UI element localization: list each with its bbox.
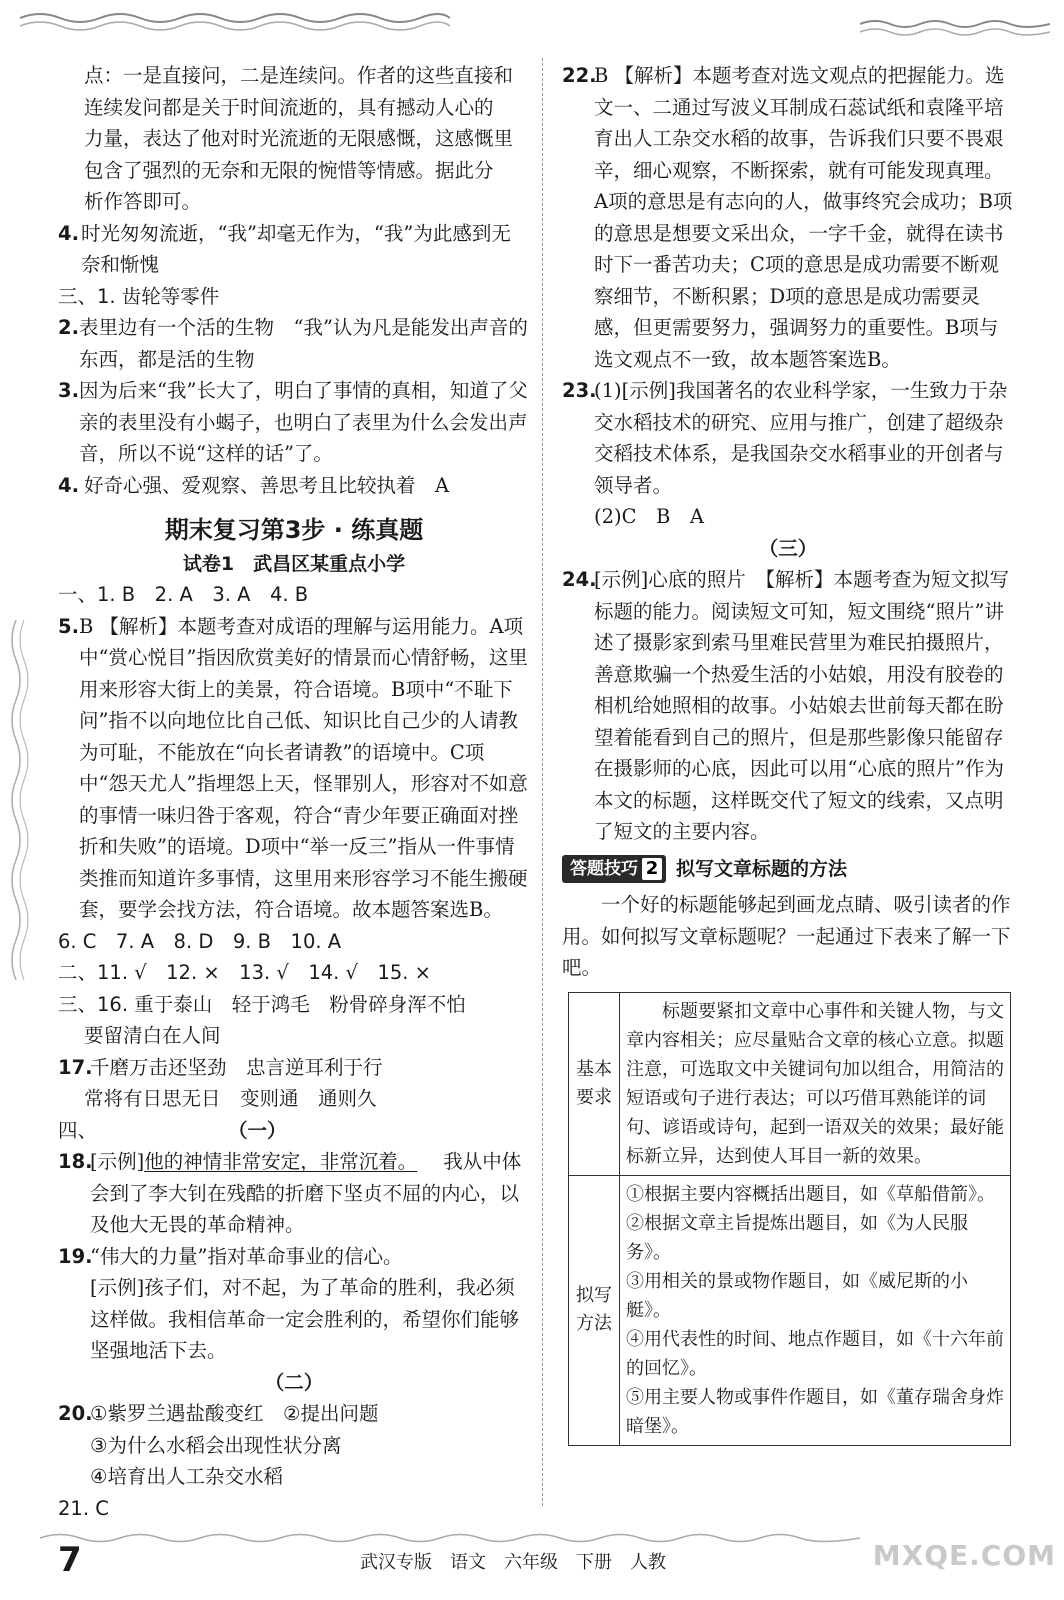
part-label: （三） — [758, 536, 818, 560]
item-text: (1)[示例]我国著名的农业科学家，一生致力于杂交水稻技术的研究、应用与推广，创建了超级杂交稻技术体系，是我国杂交水稻事业的开创者与领导者。 — [594, 379, 1008, 497]
answer-line: 要留清白在人间 — [84, 1024, 221, 1047]
bottom-wave-decoration — [40, 1528, 860, 1548]
top-left-wave-decoration — [20, 6, 450, 36]
item-number: 3. — [58, 379, 79, 402]
answer-line: 6. C 7. A 8. D 9. B 10. A — [58, 929, 342, 953]
answer-item — [58, 312, 530, 375]
answer-item — [58, 1398, 530, 1430]
answer-line: ④培育出人工杂交水稻 — [90, 1465, 283, 1488]
item-text: ①紫罗兰遇盐酸变红 ②提出问题 — [90, 1402, 379, 1425]
answer-item — [58, 218, 530, 281]
part-label: （一） — [228, 1118, 287, 1142]
example-tag: [示例] — [90, 1150, 145, 1173]
page-number: 7 — [58, 1540, 82, 1580]
item-text — [90, 1241, 530, 1367]
answer-item — [58, 375, 530, 470]
answer-line: 三、16. 重于泰山 轻于鸿毛 粉骨碎身浑不怕 — [58, 992, 466, 1016]
section-title: 期末复习第3步 · 练真题 — [164, 516, 424, 544]
part-heading-row — [58, 1115, 530, 1147]
tips-table — [568, 992, 1011, 1446]
item-text: B 【解析】本题考查对成语的理解与运用能力。A项中“赏心悦目”指因欣赏美好的情景而心情舒畅，这里用来形容大街上的美景，符合语境。B项中“不耻下问”指不以向地位比自己低、知识比自己少的人请教为可耻，不能放在“向长者请教”的语境中。C项中“怨天尤人”指埋怨上天，怪罪别人，形容对不如意的事情一味归咎于客观，符合“青少年要正确面对挫折和失败”的语境。D项中“举一反三”指从一件事情类推而知道许多事情，这里用来形容学习不能生搬硬套，要学会找方法，符合语境。故本题答案选B。 — [78, 614, 528, 921]
tip-badge-number: 2 — [642, 858, 662, 880]
column-divider — [542, 58, 543, 1506]
continuation-line: 力量，表达了他对时光流逝的无限感慨，这感慨里 — [84, 127, 514, 150]
section-label: 四、 — [58, 1118, 98, 1142]
method-item: ②根据文章主旨提炼出题目，如《为人民服务》。 — [626, 1212, 968, 1263]
continuation-line: 包含了强烈的无奈和无限的惋惜等情感。据此分 — [84, 158, 494, 182]
section-subtitle: 试卷1 武昌区某重点小学 — [182, 553, 406, 575]
item-text: 因为后来“我”长大了，明白了事情的真相，知道了父亲的表里没有小蝎子，也明白了表里为什么会发出声音，所以不说“这样的话”了。 — [78, 379, 528, 465]
item-number: 17. — [58, 1055, 93, 1079]
answer-item — [58, 1241, 530, 1367]
answer-line: 三、1. 齿轮等零件 — [58, 284, 220, 308]
table-row — [569, 992, 1011, 1175]
answer-item — [562, 60, 1014, 375]
continuation-line: 点：一是直接问，二是连续问。作者的这些直接和 — [84, 64, 514, 87]
answer-line: 21. C — [58, 1496, 109, 1520]
item-text: 时光匆匆流逝，“我”却毫无作为，“我”为此感到无奈和惭愧 — [80, 221, 511, 276]
item-number: 20. — [58, 1402, 93, 1425]
continuation-line: 连续发问都是关于时间流逝的，具有撼动人心的 — [84, 95, 494, 119]
table-row-label: 基本要求 — [569, 992, 620, 1175]
answer-line: [示例]孩子们，对不起，为了革命的胜利，我必须这样做。我相信革命一定会胜利的，希望你们能够坚强地活下去。 — [90, 1276, 520, 1362]
left-edge-wave-decoration — [4, 620, 34, 980]
item-number: 4. — [58, 221, 79, 245]
method-item: ③用相关的景或物作题目，如《威尼斯的小艇》。 — [626, 1270, 968, 1321]
answer-line: “伟大的力量”指对革命事业的信心。 — [90, 1244, 403, 1268]
tip-title: 拟写文章标题的方法 — [676, 857, 848, 880]
answer-item — [562, 375, 1014, 501]
item-number: 22. — [562, 64, 597, 87]
item-text: 好奇心强、爱观察、善思考且比较执着 A — [84, 473, 450, 497]
item-text: 千磨万击还坚劲 忠言逆耳利于行 — [90, 1055, 383, 1079]
watermark: MXQE.COM — [872, 1539, 1056, 1572]
tip-intro: 一个好的标题能够起到画龙点睛、吸引读者的作用。如何拟写文章标题呢？一起通过下表来了解一下吧。 — [562, 893, 1011, 979]
part-label: （二） — [264, 1370, 324, 1394]
left-column — [58, 60, 530, 1524]
tip-badge — [562, 855, 666, 883]
top-right-wave-decoration — [860, 14, 1050, 40]
right-column — [562, 60, 1014, 1446]
item-number: 23. — [562, 379, 597, 402]
table-cell — [620, 1175, 1011, 1445]
item-number: 24. — [562, 568, 597, 591]
item-number: 19. — [58, 1244, 93, 1268]
item-number: 5. — [58, 614, 79, 638]
method-item: ⑤用主要人物或事件作题目，如《董存瑞舍身炸暗堡》。 — [626, 1386, 1004, 1437]
answer-line: 二、11. √ 12. × 13. √ 14. √ 15. × — [58, 961, 432, 984]
answer-item — [562, 564, 1014, 848]
answer-line: 常将有日思无日 变则通 通则久 — [84, 1087, 377, 1110]
answer-item — [58, 611, 530, 926]
method-item: ④用代表性的时间、地点作题目，如《十六年前的回忆》。 — [626, 1328, 1004, 1379]
answer-line: ③为什么水稻会出现性状分离 — [90, 1433, 342, 1457]
answer-line: (2)C B A — [594, 505, 704, 528]
continuation-line: 析作答即可。 — [84, 190, 202, 213]
answer-item — [58, 1052, 530, 1084]
item-number: 2. — [58, 316, 79, 339]
table-row-label: 拟写方法 — [569, 1175, 620, 1445]
item-text: B 【解析】本题考查对选文观点的把握能力。选文一、二通过写波义耳制成石蕊试纸和袁隆平培育出人工杂交水稻的故事，告诉我们只要不畏艰辛，细心观察，不断探索，就有可能发现真理。A项的意思是有志向的人，做事终究会成功；B项的意思是想要文采出众，一字千金，就得在读书时下一番苦功夫；C项的意思是成功需要不断观察细节，不断积累；D项的意思是成功需要灵感，但更需要努力，强调努力的重要性。B项与选文观点不一致，故本题答案选B。 — [594, 64, 1013, 371]
footer-text: 武汉专版 语文 六年级 下册 人教 — [360, 1552, 666, 1573]
item-text — [90, 1146, 530, 1241]
item-text: [示例]心底的照片 【解析】本题考查为短文拟写标题的能力。阅读短文可知，短文围绕“照片”讲述了摄影家到索马里难民营里为难民拍摄照片，善意欺骗一个热爱生活的小姑娘，用没有胶卷的相机给她照相的故事。小姑娘去世前每天都在盼望着能看到自己的照片，但是那些影像只能留存在摄影师的心底，因此可以用“心底的照片”作为本文的标题，这样既交代了短文的线索，又点明了短文的主要内容。 — [594, 568, 1009, 843]
answer-item — [58, 470, 530, 502]
item-number: 4. — [58, 473, 79, 497]
underlined-text: 他的神情非常安定，非常沉着。 — [144, 1150, 418, 1173]
tip-badge-label: 答题技巧 — [570, 858, 638, 879]
answer-item — [58, 1146, 530, 1241]
method-item: ①根据主要内容概括出题目，如《草船借箭》。 — [626, 1183, 995, 1205]
table-cell: 标题要紧扣文章中心事件和关键人物，与文章内容相关；应尽量贴合文章的核心立意。拟题注意，可选取文中关键词句加以组合，用简洁的短语或句子进行表达；可以巧借耳熟能详的词句、谚语或诗句，起到一语双关的效果；最好能标新立异，达到使人耳目一新的效果。 — [620, 992, 1011, 1175]
answer-line: 一、1. B 2. A 3. A 4. B — [58, 583, 309, 606]
answer-rest: 我从中体会到了李大钊在残酷的折磨下坚贞不屈的内心，以及他大无畏的革命精神。 — [90, 1150, 522, 1236]
item-text: 表里边有一个活的生物 “我”认为凡是能发出声音的东西，都是活的生物 — [78, 316, 528, 371]
table-row — [569, 1175, 1011, 1445]
item-number: 18. — [58, 1150, 93, 1173]
tip-heading — [562, 854, 1014, 886]
